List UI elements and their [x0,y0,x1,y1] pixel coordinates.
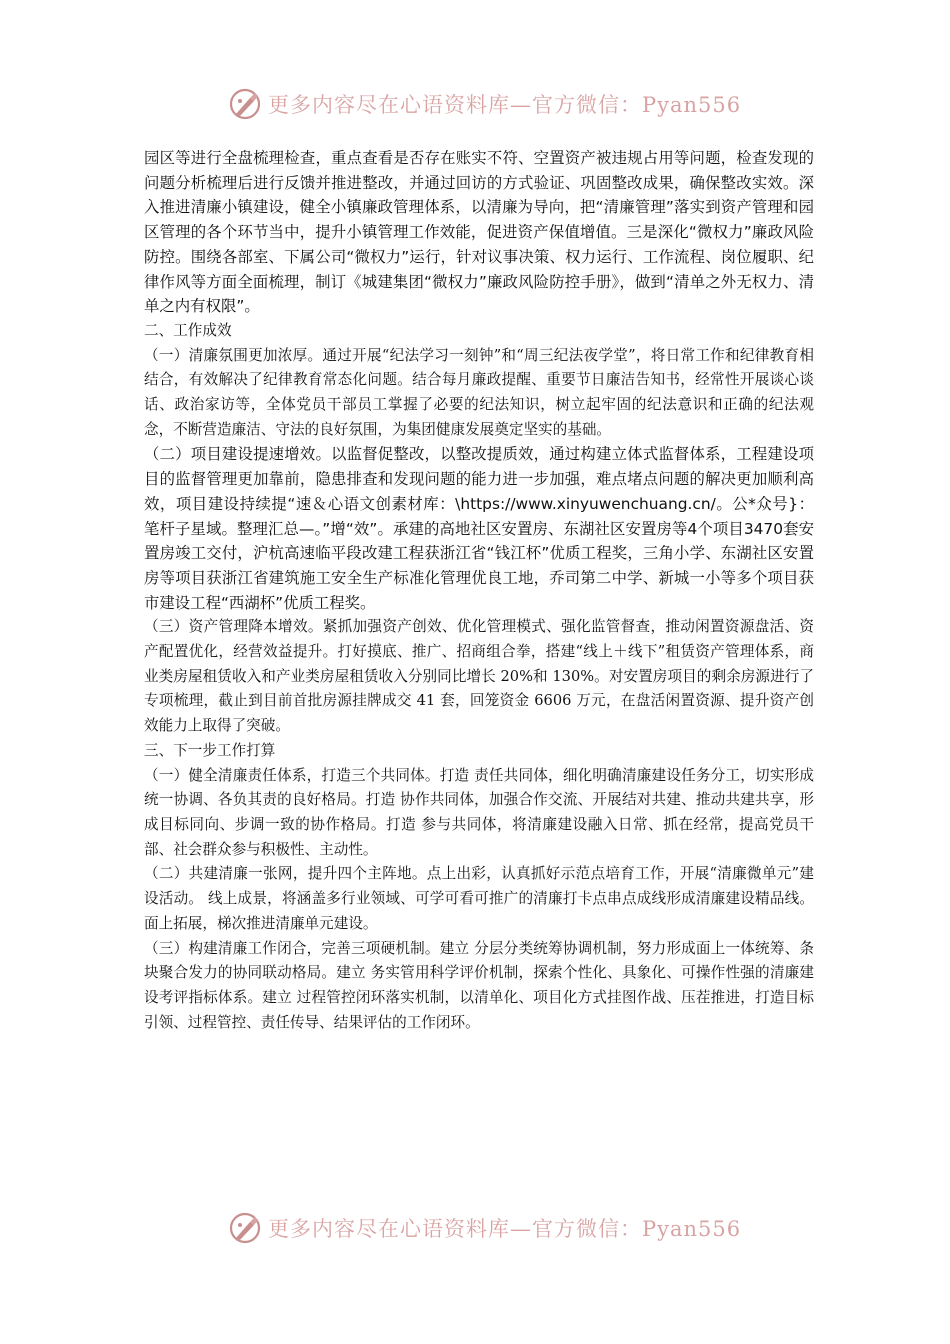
pen-nib-circle-icon [228,1211,262,1245]
watermark-bottom [228,1208,741,1248]
paragraph-next-1: （一）健全清廉责任体系，打造三个共同体。打造 责任共同体，细化明确清廉建设任务分工，切实形成统一协调、各负其责的良好格局。打造 协作共同体，加强合作交流、开展结对共建、推动共建共享，形成目标同向、步调一致的协作格局。打造 参与共同体，将清廉建设融入日常、抓在经常，提高党员干部、社会群众参与积极性、主动性。 [144,766,814,858]
paragraph-results-1: （一）清廉氛围更加浓厚。通过开展“纪法学习一刻钟”和“周三纪法夜学堂”，将日常工作和纪律教育相结合，有效解决了纪律教育常态化问题。结合每月廉政提醒、重要节日廉洁告知书，经常性开展谈心谈话、政治家访等，全体党员干部员工掌握了必要的纪法知识，树立起牢固的纪法意识和正确的纪法观念，不断营造廉洁、守法的良好氛围，为集团健康发展奠定坚实的基础。 [144,346,814,438]
paragraph-results-3: （三）资产管理降本增效。紧抓加强资产创效、优化管理模式、强化监管督查，推动闲置资源盘活、资产配置优化，经营效益提升。打好摸底、推广、招商组合拳，搭建“线上＋线下”租赁资产管理体系，商业类房屋租赁收入和产业类房屋租赁收入分别同比增长 20%和 130%。对安置房项目的剩余房源进行了专项梳理，截止到目前首批房源挂牌成交 41 套，回笼资金 6606 万元，在盘活闲置资源、提升资产创效能力上取得了突破。 [144,618,814,735]
section-heading-next-steps: 三、下一步工作打算 [144,741,276,759]
paragraph-results-2: （二）项目建设提速增效。以监督促整改，以整改提质效，通过构建立体式监督体系，工程建设项目的监督管理更加靠前，隐患排查和发现问题的能力进一步加强，难点堵点问题的解决更加顺利高效，项目建设持续提“速＆心语文创素材库：\https://www.xinyuwenchuang.cn/。公*众号}：笔杆子星域。整理汇总—。”增“效”。承建的高地社区安置房、东湖社区安置房等4个项目3470套安置房竣工交付，沪杭高速临平段改建工程获浙江省“钱江杯”优质工程奖，三角小学、东湖社区安置房等项目获浙江省建筑施工安全生产标准化管理优良工地，乔司第二中学、新城一小等多个项目获市建设工程“西湖杯”优质工程奖。 [144,445,814,612]
section-heading-results: 二、工作成效 [144,321,232,339]
watermark-top [228,84,741,124]
paragraph-next-2: （二）共建清廉一张网，提升四个主阵地。点上出彩，认真抓好示范点培育工作，开展“清廉微单元”建设活动。 线上成景，将涵盖多行业领域、可学可看可推广的清廉打卡点串点成线形成清廉建设精品线。 面上拓展，梯次推进清廉单元建设。 [144,865,814,932]
paragraph-next-3: （三）构建清廉工作闭合，完善三项硬机制。建立 分层分类统筹协调机制，努力形成面上一体统筹、条块聚合发力的协同联动格局。建立 务实管用科学评价机制，探索个性化、具象化、可操作性强的清廉建设考评指标体系。建立 过程管控闭环落实机制，以清单化、项目化方式挂图作战、压茬推进，打造目标引领、过程管控、责任传导、结果评估的工作闭环。 [144,939,814,1031]
watermark-text: 更多内容尽在心语资料库—官方微信：Pyan556 [268,1217,742,1241]
pen-nib-circle-icon [228,87,262,121]
watermark-text: 更多内容尽在心语资料库—官方微信：Pyan556 [268,93,742,117]
paragraph-continued: 园区等进行全盘梳理检查，重点查看是否存在账实不符、空置资产被违规占用等问题，检查发现的问题分析梳理后进行反馈并推进整改，并通过回访的方式验证、巩固整改成果，确保整改实效。深入推进清廉小镇建设，健全小镇廉政管理体系，以清廉为导向，把“清廉管理”落实到资产管理和园区管理的各个环节当中，提升小镇管理工作效能，促进资产保值增值。三是深化“微权力”廉政风险防控。围绕各部室、下属公司“微权力”运行，针对议事决策、权力运行、工作流程、岗位履职、纪律作风等方面全面梳理，制订《城建集团“微权力”廉政风险防控手册》，做到“清单之外无权力、清单之内有权限”。 [144,149,814,316]
document-body [144,146,814,1035]
